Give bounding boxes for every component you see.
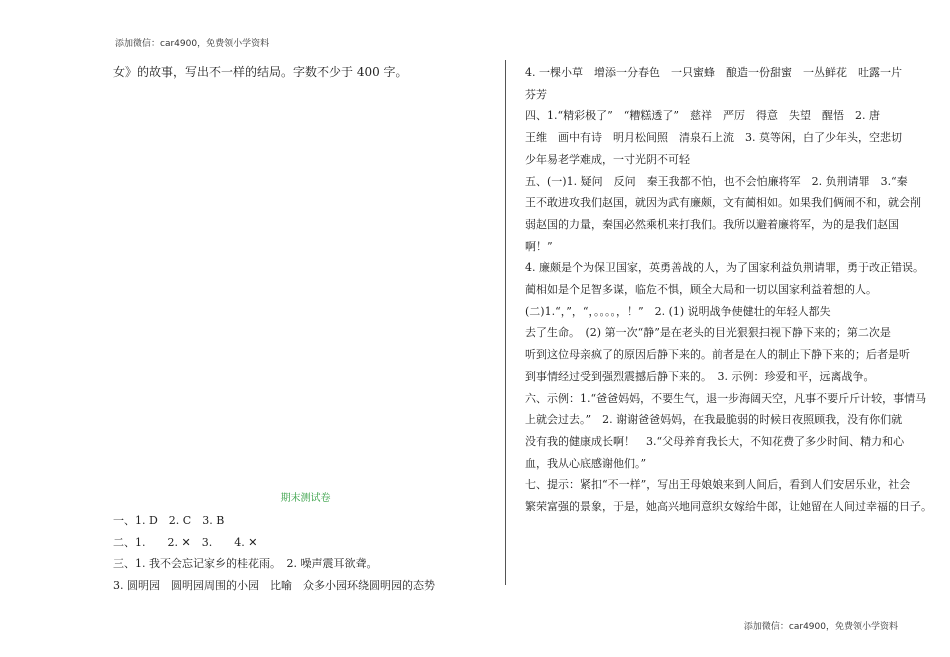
answer-line: 六、示例：1.“爸爸妈妈，不要生气，退一步海阔天空，凡事不要斤斤计较，事情马 xyxy=(525,391,927,405)
answer-line: 一、1. D 2. C 3. B xyxy=(113,514,225,527)
answer-line: 芬芳 xyxy=(525,87,547,101)
footer-watermark-note: 添加微信：car4900，免费领小学资料 xyxy=(743,622,898,632)
left-answers xyxy=(113,510,498,597)
answer-line: 弱赵国的力量，秦国必然乘机来打我们。我所以避着廉将军，为的是我们赵国 xyxy=(525,217,899,231)
answer-line: 没有我的健康成长啊！ 3.“父母养育我长大，不知花费了多少时间、精力和心 xyxy=(525,434,905,448)
answer-line: 血，我从心底感谢他们。” xyxy=(525,456,647,470)
answer-line: 四、1.“精彩极了” “糟糕透了” 慈祥 严厉 得意 失望 醒悟 2. 唐 xyxy=(525,109,880,123)
exam-title: 期末测试卷 xyxy=(280,493,331,504)
answer-line: 4. 一棵小草 增添一分春色 一只蜜蜂 酿造一份甜蜜 一丛鲜花 吐露一片 xyxy=(525,66,902,79)
answer-line: 王不敢进攻我们赵国，就因为武有廉颇，文有蔺相如。如果我们俩闹不和，就会削 xyxy=(525,196,921,210)
header-watermark-note: 添加微信：car4900，免费领小学资料 xyxy=(115,39,270,49)
answer-line: 啊！” xyxy=(525,239,553,253)
answer-line: 去了生命。 (2) 第一次“静”是在老头的目光狠狠扫视下静下来的；第二次是 xyxy=(525,326,891,340)
answer-line: 王维 画中有诗 明月松间照 清泉石上流 3. 莫等闲，白了少年头，空悲切 xyxy=(525,131,902,145)
answer-line: 繁荣富强的景象，于是，她高兴地同意织女嫁给牛郎，让她留在人间过幸福的日子。 xyxy=(525,500,932,514)
answer-line: (二)1.“，”，“，。。。。，！” 2. (1) 说明战争使健壮的年轻人都失 xyxy=(525,304,831,318)
answer-line: 少年易老学难成，一寸光阴不可轻 xyxy=(525,152,690,166)
answer-line: 听到这位母亲疯了的原因后静下来的。前者是在人的制止下静下来的；后者是听 xyxy=(525,348,910,362)
essay-prompt-text: 女》的故事，写出不一样的结局。字数不少于 400 字。 xyxy=(113,65,408,79)
answer-line: 上就会过去。” 2. 谢谢爸爸妈妈，在我最脆弱的时候日夜照顾我，没有你们就 xyxy=(525,413,903,427)
answer-line: 五、(一)1. 疑问 反问 秦王我都不怕，也不会怕廉将军 2. 负荆请罪 3.“秦 xyxy=(525,174,908,188)
answer-line: 二、1. 2. ✕ 3. 4. ✕ xyxy=(113,535,258,549)
answer-line: 蔺相如是个足智多谋，临危不惧，顾全大局和一切以国家利益着想的人。 xyxy=(525,283,877,297)
answer-line: 三、1. 我不会忘记家乡的桂花雨。 2. 噪声震耳欲聋。 xyxy=(113,557,378,571)
answer-line: 到事情经过受到强烈震撼后静下来的。 3. 示例：珍爱和平，远离战争。 xyxy=(525,369,875,383)
right-column xyxy=(525,62,932,518)
answer-line: 4. 廉颇是个为保卫国家，英勇善战的人，为了国家利益负荆请罪，勇于改正错误。 xyxy=(525,261,924,275)
answer-line: 七、提示：紧扣“不一样”，写出王母娘娘来到人间后，看到人们安居乐业，社会 xyxy=(525,478,911,492)
answer-line: 3. 圆明园 圆明园周围的小园 比喻 众多小园环绕圆明园的态势 xyxy=(113,579,435,593)
left-column xyxy=(113,62,498,84)
column-divider xyxy=(505,60,506,585)
